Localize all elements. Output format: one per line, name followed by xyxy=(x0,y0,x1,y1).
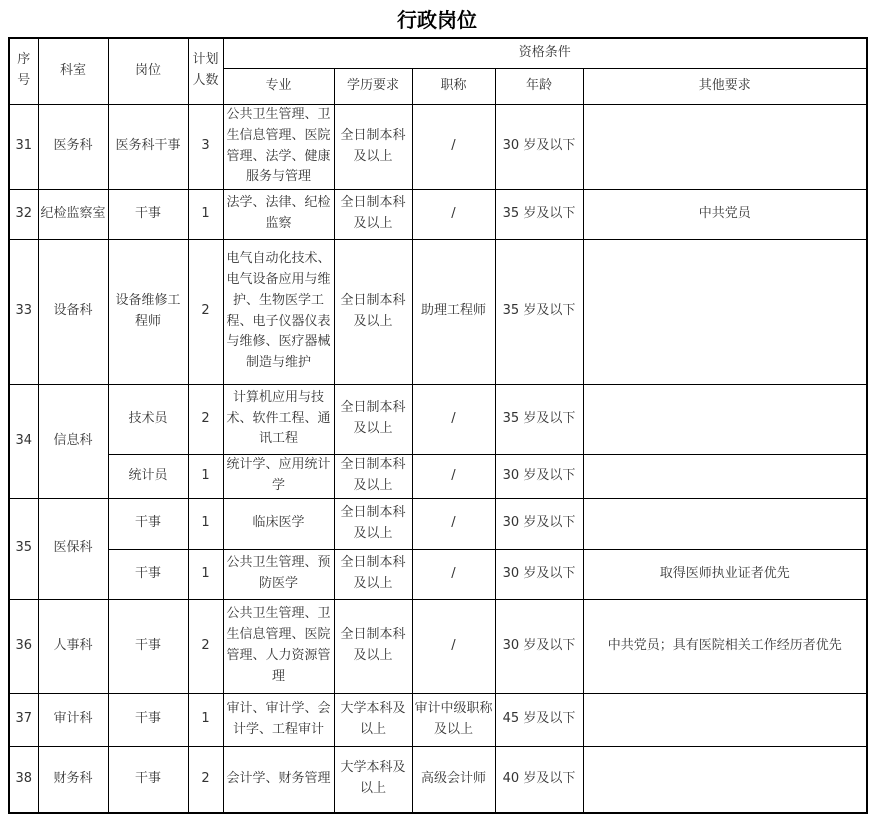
cell-serial: 37 xyxy=(9,693,38,746)
header-dept: 科室 xyxy=(38,38,108,104)
header-age: 年龄 xyxy=(495,68,583,104)
cell-major: 公共卫生管理、卫生信息管理、医院管理、人力资源管理 xyxy=(223,599,334,693)
header-major: 专业 xyxy=(223,68,334,104)
cell-other-requirements xyxy=(583,239,867,384)
cell-job-title: / xyxy=(412,549,495,599)
cell-serial: 35 xyxy=(9,498,38,599)
cell-education: 全日制本科及以上 xyxy=(334,239,412,384)
cell-age: 30 岁及以下 xyxy=(495,454,583,498)
cell-department: 人事科 xyxy=(38,599,108,693)
cell-job-title: / xyxy=(412,104,495,189)
cell-position: 干事 xyxy=(108,549,188,599)
cell-major: 临床医学 xyxy=(223,498,334,549)
cell-job-title: / xyxy=(412,454,495,498)
cell-job-title: 助理工程师 xyxy=(412,239,495,384)
cell-planned-count: 2 xyxy=(188,746,223,813)
cell-major: 审计、审计学、会计学、工程审计 xyxy=(223,693,334,746)
cell-age: 45 岁及以下 xyxy=(495,693,583,746)
cell-education: 全日制本科及以上 xyxy=(334,498,412,549)
cell-other-requirements: 取得医师执业证者优先 xyxy=(583,549,867,599)
cell-job-title: / xyxy=(412,384,495,454)
cell-serial: 33 xyxy=(9,239,38,384)
cell-education: 全日制本科及以上 xyxy=(334,599,412,693)
cell-position: 技术员 xyxy=(108,384,188,454)
cell-job-title: / xyxy=(412,599,495,693)
header-job-title: 职称 xyxy=(412,68,495,104)
cell-planned-count: 2 xyxy=(188,599,223,693)
header-serial: 序号 xyxy=(9,38,38,104)
cell-other-requirements xyxy=(583,384,867,454)
table-row xyxy=(9,599,867,693)
cell-education: 全日制本科及以上 xyxy=(334,104,412,189)
cell-planned-count: 2 xyxy=(188,384,223,454)
cell-department: 医务科 xyxy=(38,104,108,189)
table-row xyxy=(9,693,867,746)
cell-age: 30 岁及以下 xyxy=(495,104,583,189)
cell-job-title: 高级会计师 xyxy=(412,746,495,813)
cell-position: 设备维修工程师 xyxy=(108,239,188,384)
cell-serial: 32 xyxy=(9,189,38,239)
cell-education: 大学本科及以上 xyxy=(334,693,412,746)
cell-position: 干事 xyxy=(108,746,188,813)
cell-planned-count: 1 xyxy=(188,549,223,599)
table-body xyxy=(9,104,867,813)
page-title: 行政岗位 xyxy=(397,8,477,32)
cell-age: 30 岁及以下 xyxy=(495,599,583,693)
cell-position: 干事 xyxy=(108,189,188,239)
cell-major: 公共卫生管理、预防医学 xyxy=(223,549,334,599)
cell-department: 审计科 xyxy=(38,693,108,746)
header-other: 其他要求 xyxy=(583,68,867,104)
cell-position: 干事 xyxy=(108,498,188,549)
cell-job-title: 审计中级职称及以上 xyxy=(412,693,495,746)
cell-major: 公共卫生管理、卫生信息管理、医院管理、法学、健康服务与管理 xyxy=(223,104,334,189)
cell-major: 统计学、应用统计学 xyxy=(223,454,334,498)
table-row xyxy=(9,498,867,549)
cell-major: 会计学、财务管理 xyxy=(223,746,334,813)
cell-other-requirements xyxy=(583,746,867,813)
cell-serial: 36 xyxy=(9,599,38,693)
cell-planned-count: 1 xyxy=(188,454,223,498)
cell-education: 全日制本科及以上 xyxy=(334,384,412,454)
cell-other-requirements: 中共党员 xyxy=(583,189,867,239)
cell-job-title: / xyxy=(412,498,495,549)
cell-planned-count: 1 xyxy=(188,498,223,549)
cell-position: 统计员 xyxy=(108,454,188,498)
cell-other-requirements xyxy=(583,454,867,498)
positions-table xyxy=(8,37,868,814)
cell-education: 全日制本科及以上 xyxy=(334,454,412,498)
cell-department: 纪检监察室 xyxy=(38,189,108,239)
cell-department: 医保科 xyxy=(38,498,108,599)
table-row xyxy=(9,454,867,498)
cell-age: 35 岁及以下 xyxy=(495,384,583,454)
cell-major: 法学、法律、纪检监察 xyxy=(223,189,334,239)
cell-serial: 38 xyxy=(9,746,38,813)
cell-education: 全日制本科及以上 xyxy=(334,189,412,239)
cell-department: 财务科 xyxy=(38,746,108,813)
cell-job-title: / xyxy=(412,189,495,239)
cell-serial: 34 xyxy=(9,384,38,498)
cell-position: 干事 xyxy=(108,599,188,693)
header-qualifications: 资格条件 xyxy=(223,38,867,68)
cell-department: 设备科 xyxy=(38,239,108,384)
header-post: 岗位 xyxy=(108,38,188,104)
cell-other-requirements xyxy=(583,104,867,189)
cell-major: 电气自动化技术、电气设备应用与维护、生物医学工程、电子仪器仪表与维修、医疗器械制造与维护 xyxy=(223,239,334,384)
cell-age: 35 岁及以下 xyxy=(495,239,583,384)
table-row xyxy=(9,189,867,239)
cell-other-requirements: 中共党员；具有医院相关工作经历者优先 xyxy=(583,599,867,693)
table-head xyxy=(9,38,867,104)
table-row xyxy=(9,239,867,384)
cell-other-requirements xyxy=(583,693,867,746)
cell-planned-count: 1 xyxy=(188,189,223,239)
cell-education: 大学本科及以上 xyxy=(334,746,412,813)
cell-education: 全日制本科及以上 xyxy=(334,549,412,599)
table-row xyxy=(9,384,867,454)
cell-planned-count: 1 xyxy=(188,693,223,746)
header-education: 学历要求 xyxy=(334,68,412,104)
table-row xyxy=(9,104,867,189)
cell-age: 40 岁及以下 xyxy=(495,746,583,813)
cell-position: 医务科干事 xyxy=(108,104,188,189)
cell-position: 干事 xyxy=(108,693,188,746)
cell-age: 30 岁及以下 xyxy=(495,498,583,549)
header-count: 计划人数 xyxy=(188,38,223,104)
cell-other-requirements xyxy=(583,498,867,549)
cell-age: 30 岁及以下 xyxy=(495,549,583,599)
cell-planned-count: 2 xyxy=(188,239,223,384)
cell-department: 信息科 xyxy=(38,384,108,498)
cell-major: 计算机应用与技术、软件工程、通讯工程 xyxy=(223,384,334,454)
cell-age: 35 岁及以下 xyxy=(495,189,583,239)
cell-planned-count: 3 xyxy=(188,104,223,189)
table-row xyxy=(9,746,867,813)
table-row xyxy=(9,549,867,599)
cell-serial: 31 xyxy=(9,104,38,189)
